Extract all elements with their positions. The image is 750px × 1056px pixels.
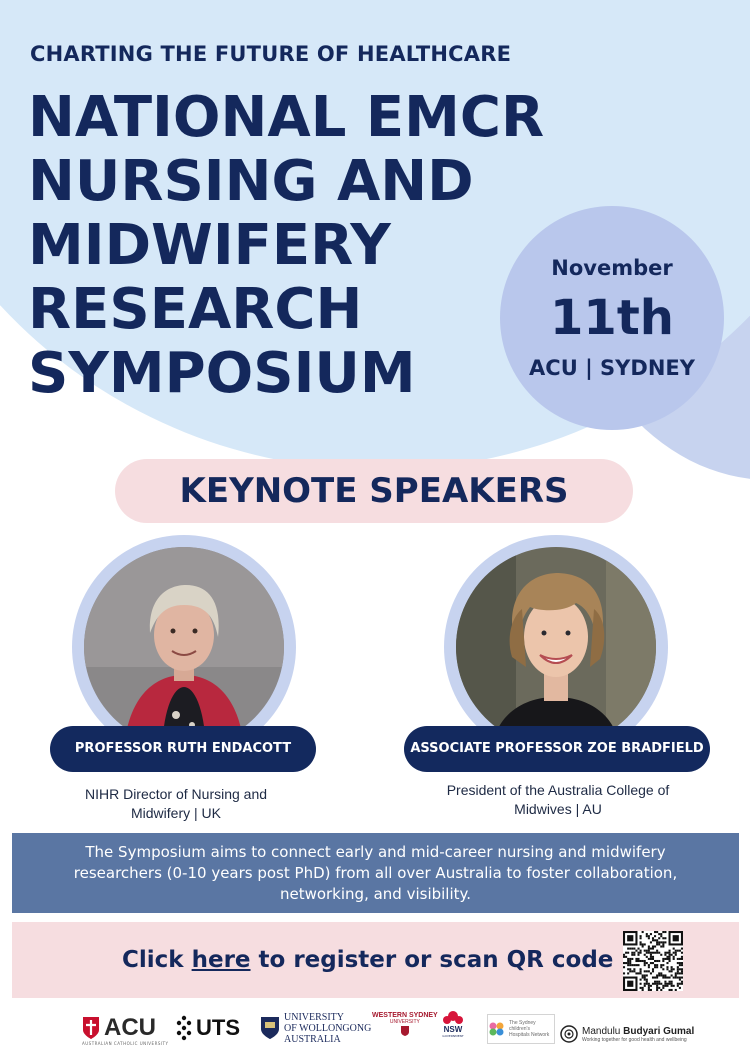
acu-shield-icon	[82, 1016, 100, 1040]
mbg-name	[582, 1026, 694, 1037]
logo-mbg	[560, 1014, 694, 1054]
mbg-emblem-icon	[560, 1025, 578, 1043]
uts-emblem-icon	[176, 1015, 192, 1041]
event-title	[28, 86, 548, 406]
wsu-line: WESTERN SYDNEY	[372, 1012, 438, 1019]
speaker-photo-zoe-bradfield	[456, 547, 656, 747]
mbg-name-b: Budyari Gumal	[623, 1025, 695, 1037]
title-line: SYMPOSIUM	[28, 341, 416, 406]
title-line: NURSING AND	[28, 149, 474, 214]
speaker-name-pill: ASSOCIATE PROFESSOR ZOE BRADFIELD	[404, 726, 710, 772]
schn-line: Hospitals Network	[509, 1032, 550, 1038]
date-location: ACU | SYDNEY	[529, 356, 695, 380]
wsu-crest-icon	[400, 1025, 410, 1037]
mbg-tagline: Working together for good health and wellbeing	[582, 1036, 687, 1043]
logo-schn	[487, 1014, 555, 1044]
uow-line: AUSTRALIA	[284, 1033, 341, 1045]
title-line: NATIONAL EMCR	[28, 85, 545, 150]
title-line: RESEARCH	[28, 277, 363, 342]
logo-acu	[82, 1008, 169, 1048]
schn-line: The Sydney	[509, 1020, 536, 1026]
uow-line: UNIVERSITY	[284, 1011, 344, 1023]
schn-line: children's	[509, 1026, 530, 1032]
date-month: November	[551, 256, 673, 280]
qr-code-graphic	[623, 931, 683, 991]
speaker-role: NIHR Director of Nursing and Midwifery | UK	[84, 786, 268, 821]
logo-nsw	[442, 1010, 464, 1050]
acu-wordmark: ACU	[104, 1014, 156, 1041]
register-suffix: to register or scan QR code	[250, 947, 614, 973]
uts-wordmark: UTS	[196, 1015, 240, 1040]
nsw-subtitle: GOVERNMENT	[442, 1034, 464, 1038]
speaker-photo-ruth-endacott	[84, 547, 284, 747]
date-badge	[500, 206, 724, 430]
qr-code[interactable]	[623, 931, 683, 991]
uow-line: OF WOLLONGONG	[284, 1022, 372, 1034]
eyebrow-heading: CHARTING THE FUTURE OF HEALTHCARE	[30, 42, 512, 66]
logo-uow	[260, 1008, 371, 1048]
acu-subtitle: AUSTRALIAN CATHOLIC UNIVERSITY	[82, 1041, 169, 1046]
logo-wsu	[372, 1012, 438, 1052]
speaker-role: President of the Australia College of Midwives | AU	[446, 782, 670, 817]
register-prefix: Click	[122, 947, 192, 973]
logo-uts	[176, 1008, 240, 1048]
mbg-wordmark	[582, 1026, 694, 1043]
mbg-name-a: Mandulu	[582, 1025, 624, 1037]
register-banner	[12, 922, 739, 998]
register-text	[122, 922, 613, 998]
register-link[interactable]: here	[191, 947, 251, 973]
wsu-line: UNIVERSITY	[389, 1019, 420, 1025]
uow-wordmark	[284, 1012, 371, 1045]
date-day: 11th	[550, 290, 674, 346]
partner-logos	[0, 1008, 750, 1054]
title-line: MIDWIFERY	[28, 213, 391, 278]
keynote-heading: KEYNOTE SPEAKERS	[115, 459, 633, 523]
schn-wordmark	[509, 1020, 549, 1038]
uow-crest-icon	[260, 1016, 280, 1040]
symposium-aims: The Symposium aims to connect early and mid-career nursing and midwifery researchers (0-10 years post PhD) from all over Australia to foster collaboration, networking, and visibility.	[12, 833, 739, 913]
nsw-wordmark: NSW	[443, 1025, 463, 1034]
waratah-icon	[442, 1010, 464, 1026]
speaker-name-pill: PROFESSOR RUTH ENDACOTT	[50, 726, 316, 772]
schn-flower-icon	[488, 1021, 506, 1037]
